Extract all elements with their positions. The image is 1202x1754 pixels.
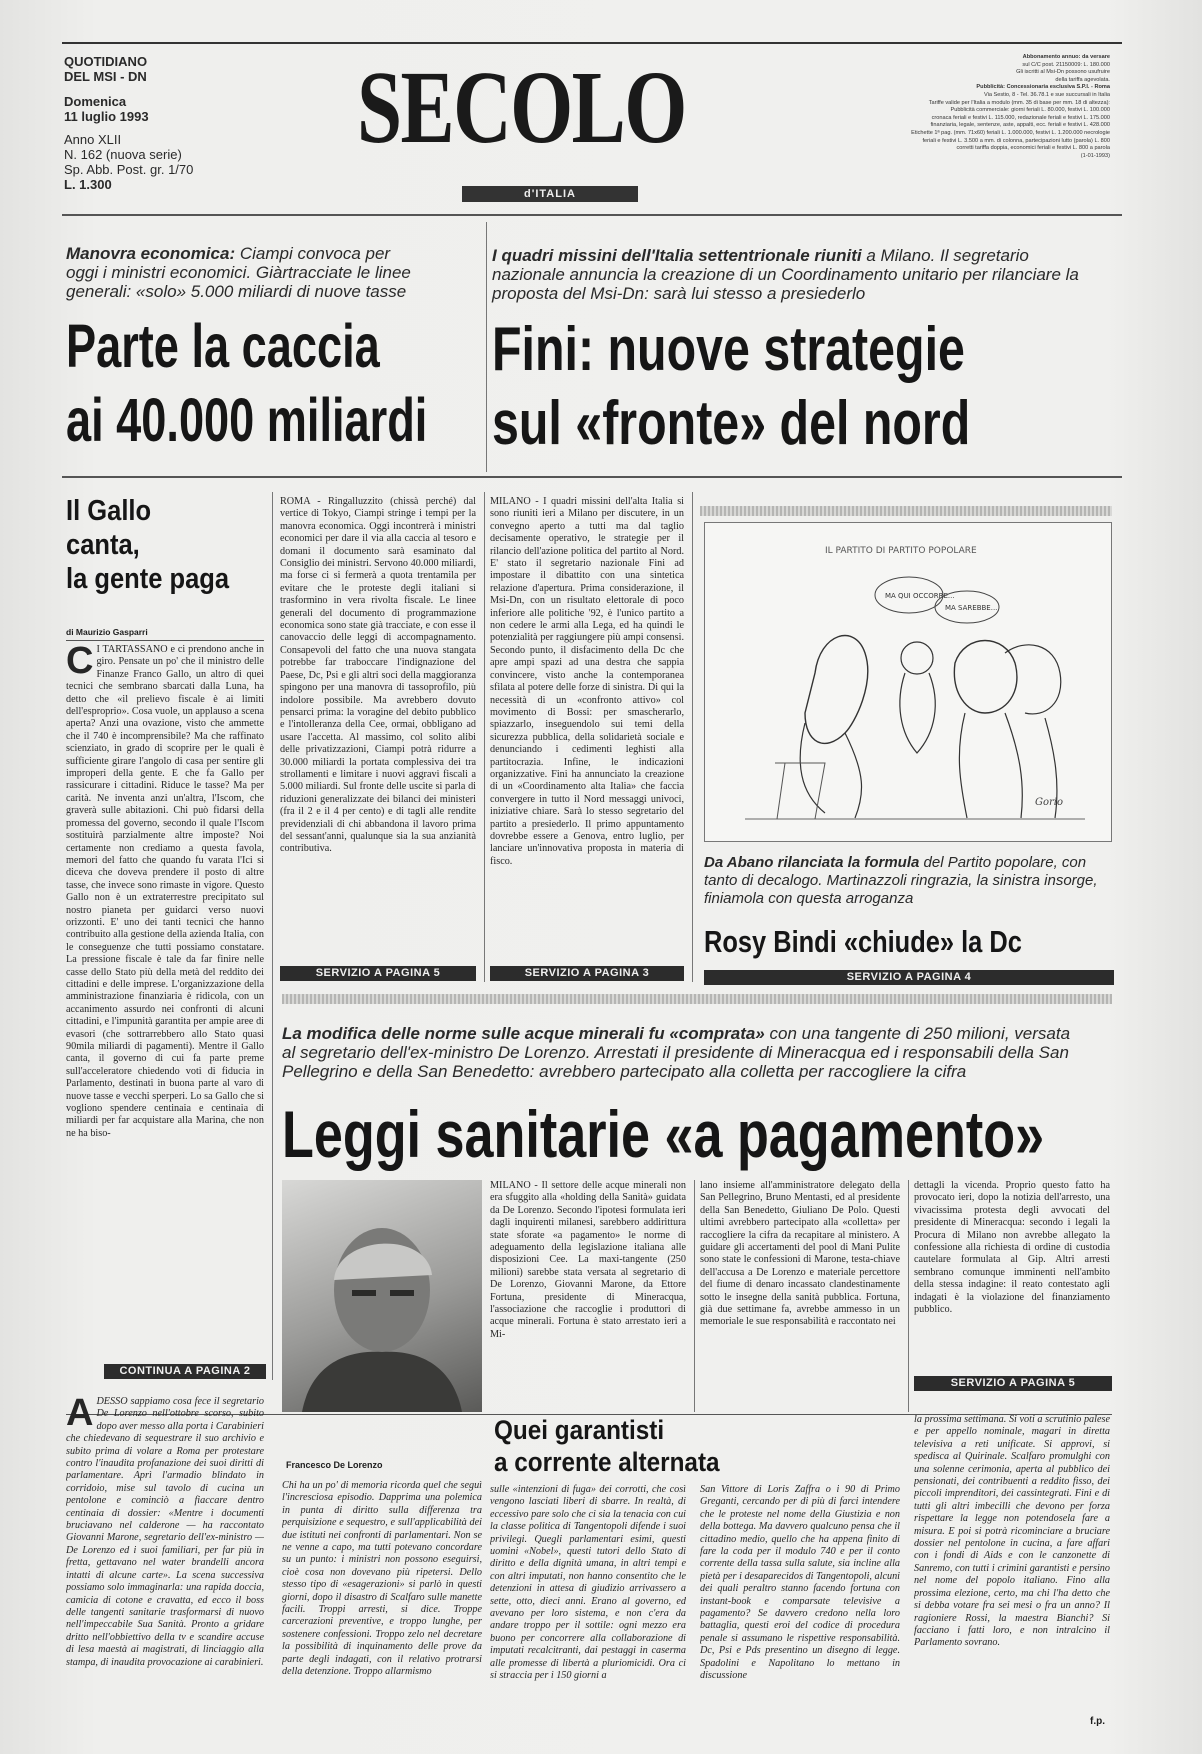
masthead-line: 11 luglio 1993 — [64, 109, 149, 124]
corsivo-text: DESSO sappiamo cosa fece il segretario De Lorenzo nell'ottobre scorso, subito dopo aver messo alla porta i Carabinieri che chiedevano di sequestrare il suo archivio e subito prima di volare a Roma per protestare contro l'inaudita profanazione dei suoi diritti di parlamentare. Aprì l'armadio blindato in corridoio, mise sul tavolo di cucina un pentolone e cominciò a fiaccare dentro centinaia di dossier: «Mentre i documenti bruciavano nel calderone — ha raccontato Giovanni Marone, segretario dell'ex-ministro — De Lorenzo ed i suoi familiari, per far più in fretta, gettavano nel water brandelli ancora intatti di alcune carte». La scena successiva possiamo solo immaginarla: una rapida doccia, camicia di cotone e cravatta, ed ecco il boss delle tangenti sanitarie trasformarsi di nuovo nell'impeccabile Sua Sanità. Pronto a gridare dritto nell'obbiettivo della tv e scandire accuse di lesa maestà ai magistrati, di linciaggio alla stampa, di inaudita provocazione ai carabinieri. — [66, 1396, 264, 1668]
masthead-line: QUOTIDIANO — [64, 54, 148, 69]
masthead-line: Domenica — [64, 94, 127, 109]
subscription-info — [852, 54, 1110, 160]
cartoon-panel — [704, 522, 1112, 842]
corsivo-dropcap: A — [66, 1396, 94, 1434]
column-divider — [694, 1180, 695, 1412]
right-kicker-text: del Partito popolare, con tanto di decalogo. Martinazzoli ringrazia, la sinistra insorge, finiamola con questa arroganza — [704, 854, 1098, 907]
editorial-headline-2: canta, — [66, 529, 140, 561]
garantisti-col-3: San Vittore di Loris Zaffra o i 90 di Primo Greganti, cercando per di più di farci intendere che le proteste nel nome della Giustizia e non della bottega. Ma davvero qualcuno pensa che il cittadino medio, quello che ha appena finito di fare la coda per il modulo 740 e per il conto corrente della tassa sulla salute, sia incline alla pietà per i desaparecidos di Tangentopoli, alcuni dei quali peraltro stanno facendo fortuna con instant-book e comparsate televisive a pagamento? Se davvero credono nella loro battaglia, questi eroi del codice di procedura penale si assumano le rispettive responsabilità. Dc, Psi e Pds presentino un disegno di legge. Spadolini e Napolitano lo mettano in discussione — [700, 1484, 900, 1682]
main-article-col-3: dettagli la vicenda. Proprio questo fatto ha provocato ieri, dopo la notizia dell'arresto, una vivacissima protesta degli avvocati del presidente di Mineracqua: secondo i legali la Procura di Milano non avrebbe allegato la confessione alla richiesta di ordine di custodia cautelare formulata al Gip. Altri arresti sembrano comunque imminenti nell'ambito della stessa indagine: il reato contestato agli indagati è la violazione del finanziamento pubblico. — [914, 1180, 1110, 1316]
column-divider — [908, 1180, 909, 1412]
editorial-dropcap: C — [66, 644, 94, 682]
info-line: Pubblicità commerciale: giorni feriali L. 80.000, festivi L. 100.000 — [950, 107, 1110, 114]
info-line: Via Sestio, 8 - Tel. 36.78.1 e sue succursali in Italia — [983, 91, 1110, 98]
newspaper-logo-sub: d'ITALIA — [462, 186, 638, 202]
column-divider — [484, 492, 485, 982]
garantisti-col-2: sulle «intenzioni di fuga» dei corrotti, che così vengono lasciati liberi di sbarre. In realtà, di eccessivo pare solo che ci sia la tenacia con cui la classe politica di Tangentopoli difende i suoi privilegi. Quegli parlamentari esimi, questi uomini «Nobel», questi tutori dello Stato di diritto e della dignità umana, in altri tempi e con altri imputati, non hanno consentito che le detenzioni in attesa di giudizio arrivassero a sette, otto, dieci anni. Erano al governo, ed avevano per loro sistema, e non c'era da andare troppo per il sottile: ogni mezzo era buono per concorrere alla collaborazione di imputati recalcitranti, dai pestaggi in caserma alle promesse di libertà a pluriomicidi. Ora ci si straccia per i 150 giorni a — [490, 1484, 686, 1682]
section-stripe — [282, 994, 1112, 1004]
section-rule — [62, 476, 1122, 478]
main-article-col-2: lano insieme all'amministratore delegato della San Pellegrino, Bruno Mentasti, ed al presidente della San Benedetto, Giuliano De Polo. Questi ultimi avrebbero partecipato alla «colletta» per raccogliere la cifra da recapitare al ministero. A guidare gli accertamenti del pool di Mani Pulite sono state le confessioni di Marone, testa-chiave dell'accusa a De Lorenzo e materiale percettore del fiume di denaro incassato clandestinamente sotto le insegne della sanità pubblica. Fortuna, già due settimane fa, avrebbe ammesso in un memoriale le sue responsabilità e raccontato nei — [700, 1180, 900, 1328]
left-headline-line-2: ai 40.000 miliardi — [66, 386, 428, 454]
main-kicker-text: con una tangente di 250 milioni, versata al segretario dell'ex-ministro De Lorenzo. Arrestati il presidente di Mineracqua ed i responsabili della San Pellegrino e della San Benedetto: avrebbero partecipato alla colletta per raccogliere la cifra — [282, 1024, 1071, 1081]
masthead-line: DEL MSI - DN — [64, 69, 147, 84]
top-rule — [62, 42, 1122, 44]
cartoon-signature: Gorio — [1035, 797, 1064, 808]
cartoon-top-stripe — [700, 506, 1112, 516]
byline-rule — [66, 640, 264, 641]
main-article-col-1: MILANO - Il settore delle acque minerali non era sfuggito alla «holding della Sanità» guidata da De Lorenzo. Secondo l'ipotesi formulata ieri dagli inquirenti milanesi, sarebbero addirittura state sforate «a pagamento» le norme di adeguamento della legislazione italiana alle disposizioni Cee. La maxi-tangente (250 milioni) sarebbe stata versata al segretario di De Lorenzo, Giovanni Marone, da Ettore Fortuna, presidente di Mineracqua, l'associazione che raccoglie i produttori di acque minerali. Fortuna è stato arrestato ieri a Mi- — [490, 1180, 686, 1340]
info-line: Pubblicità: Concessionaria esclusiva S.P.I. - Roma — [976, 84, 1110, 91]
info-line: della tariffa agevolata. — [1055, 76, 1110, 83]
info-line: Etichette 1ª pag. (mm. 71x60) feriali L. 1.000.000, festivi L. 1.200.000 necrologie — [911, 129, 1110, 136]
masthead-line: Sp. Abb. Post. gr. 1/70 — [64, 162, 194, 177]
info-line: Gli iscritti al Msi-Dn possono usufruire — [1016, 69, 1110, 76]
left-headline-line-1: Parte la caccia — [66, 312, 380, 380]
editorial-byline: di Maurizio Gasparri — [66, 627, 148, 637]
right-kicker-bold: Da Abano rilanciata la formula — [704, 854, 920, 871]
left-kicker — [66, 244, 426, 301]
editorial-headline-3: la gente paga — [66, 563, 230, 595]
left-article-bar[interactable]: SERVIZIO A PAGINA 5 — [280, 966, 476, 981]
masthead-line: L. 1.300 — [64, 177, 112, 192]
main-article-bar[interactable]: SERVIZIO A PAGINA 5 — [914, 1376, 1112, 1391]
center-headline-line-1: Fini: nuove strategie — [492, 315, 965, 384]
cartoon-illustration — [705, 523, 1111, 841]
portrait-figure — [282, 1180, 482, 1412]
center-headline-line-2: sul «fronte» del nord — [492, 389, 971, 458]
column-divider — [486, 222, 487, 472]
portrait-photo — [282, 1180, 482, 1412]
garantisti-col-1: Chi ha un po' di memoria ricorda quel che seguì l'incresciosa episodio. Dapprima una polemica in punta di diritto sulla differenza tra perquisizione e sequestro, e sull'applicabilità dei due istituti nei confronti di parlamentari. Non se ne venne a capo, ma tutti potevano concordare su un punto: i ministri non possono eseguirsi, cioè cosa non dovevano più ripetersi. Dello stesso tipo di «esagerazioni» si parlò in questi giorni, dopo il disastro di Scalfaro sulle manette facili. Troppi arresti, si dice. Troppe carcerazioni preventive, e troppo lunghe, per sostenere confessioni. Troppo zelo nel decretare la possibilità di inquinamento delle prove da parte degli indagati, con il relativo protrarsi della detenzione. Troppo allarmismo — [282, 1480, 482, 1678]
column-divider — [272, 492, 273, 1380]
right-article-bar[interactable]: SERVIZIO A PAGINA 4 — [704, 970, 1114, 985]
center-kicker — [492, 246, 1092, 303]
editorial-text: I TARTASSANO e ci prendono anche in giro. Pensate un po' che il ministro delle Finanze Franco Gallo, un altro di quei tecnici che sembrano sbarcati dalla Luna, ha detto che «il prelievo fiscale è ai limiti dell'esproprio». Cosa vuole, un applauso a scena aperta? Anzi una ovazione, visto che ammette che il 740 è incomprensibile? Ma che raffinato scienziato, in grado di scoprire per le quali è sufficiente girare l'angolo di casa per sentire gli improperi della gente. E che fa Gallo per rassicurare i cittadini. Riduce le tasse? Ma per carità. Ne inventa anzi un'altra, l'Iscom, che graverà sulle abitazioni. Chi può fidarsi della promessa del governo, secondo il quale l'Iscom sostituirà parzialmente altre imposte? Noi certamente non crediamo a questa favola, memori del fatto che quando fu varata l'Ici si diceva che doveva prendere il posto di altre tasse, che invece sono rimaste in vigore. Questo Gallo non è un extraterrestre precipitato sul nostro pianeta per guidarci verso nuovi orizzonti. E' uno dei tanti tecnici che hanno contribuito alla gestione della azienda Italia, con le conseguenze che tutti possiamo constatare. La pressione fiscale è tale da far finire nelle casse dello Stato più della metà del reddito dei cittadini e delle imprese. L'organizzazione della amministrazione finanziaria è ridicola, con un accanimento assurdo nei confronti di alcuni cittadini, e l'impunità garantita per ampie aree di evasori (che sottrarrebbero allo Stato quasi 90mila miliardi di pagamenti). Mentre il Gallo canta, il governo di cui fa parte preme sull'acceleratore chiedendo voti di fiducia in Parlamento, destinati in buona parte al varo di nuove tasse e vecchi sperperi. Lo sa Gallo che si vogliono spendere centinaia e centinaia di miliardi per far acquistare alla Marina, che non ne ha biso- — [66, 644, 264, 1139]
editorial-body — [66, 644, 264, 1362]
cartoon-caption: IL PARTITO DI PARTITO POPOLARE — [825, 546, 977, 556]
info-line: sul C/C post. 21150009: L. 180.000 — [1022, 61, 1110, 68]
main-headline: Leggi sanitarie «a pagamento» — [282, 1097, 1045, 1171]
center-article-bar[interactable]: SERVIZIO A PAGINA 3 — [490, 966, 684, 981]
info-line: feriali e festivi L. 3.500 a mm. di colonna, partecipazioni lutto (parola) L. 800 — [922, 137, 1110, 144]
left-kicker-bold: Manovra economica: — [66, 244, 236, 263]
newspaper-logo: SECOLO — [357, 50, 686, 165]
center-kicker-bold: I quadri missini dell'Italia settentrionale riuniti — [492, 246, 862, 265]
masthead-info — [64, 54, 224, 192]
center-article-body: MILANO - I quadri missini dell'alta Italia si sono riuniti ieri a Milano per discutere, in un convegno aperto a tutti ma dal taglio decisamente operativo, le strategie per il rilancio dell'azione politica del partito al Nord. E' stato il segretario nazionale Fini ad impostare il dibattito con una sintetica relazione d'apertura. Prima considerazione, il Msi-Dn, con un risultato elettorale di poco inferiore alle politiche '92, è l'unico partito a non cedere le armi alla Lega, ed ha quindi le potenzialità per raggiungere più ampi consensi. Secondo punto, il disfacimento della Dc che apre ampi spazi ad una destra che sappia convincere, visto anche la contemporanea sfilata al potere delle forze di sinistra. Di qui la necessità di un «confronto attivo» col movimento di Bossi: per smascherarlo, spiazzarlo, inseguendolo sui temi della sicurezza pubblica, della solidarietà sociale e denunciando i cedimenti leghisti alla partitocrazia. Infine, le indicazioni organizzative. Fini ha annunciato la creazione di un «Coordinamento alta Italia» che faccia convergere in tutto il Nord messaggi univoci, iniziative chiare. Sarà lo stesso segretario del partito a presiederlo. Il primo appuntamento dovrebbe essere a Genova, entro luglio, per lanciare un'innovativa proposta in materia di fisco. — [490, 496, 684, 867]
left-article-body: ROMA - Ringalluzzito (chissà perché) dal vertice di Tokyo, Ciampi stringe i tempi per la manovra economica. Oggi incontrerà i ministri economici per dare il via alla caccia al tesoro e domani il documento sarà esaminato dal Consiglio dei ministri. Servono 40.000 miliardi, ma forse ci si fermerà a quota trentamila per evitare che le proteste degli italiani si trasformino in vera rivolta fiscale. Le linee generali del documento di programmazione economica sono state già tracciate, e con esse il canovaccio delle leggi di accompagnamento. Consapevoli del fatto che una nuova stangata potrebbe far traboccare l'indignazione del Paese, Dc, Psi e gli altri soci della maggioranza spingono per una manovra di tassoprofilo, più indolore possibile. Ma avrebbero dovuto pensarci prima: la voragine del debito pubblico e l'intolleranza della Cee, ormai, obbligano ad usare l'accetta. Al massimo, col solito alibi delle privatizzazioni, Ciampi potrà ridurre a 30.000 miliardi la portata complessiva dei tra strollamenti e limitare i nuovi aggravi fiscali a 5.000 miliardi. Sul fronte delle uscite si parla di riduzioni generalizzate dei bilanci dei ministeri (fra il 2 e il 4 per cento) e di tagli alle rendite previdenziali di chi abbandona il lavoro prima del sessant'anni, qualunque sia la sua anzianità contributiva. — [280, 496, 476, 855]
right-headline: Rosy Bindi «chiude» la Dc — [704, 924, 1022, 959]
editorial-continue-bar[interactable]: CONTINUA A PAGINA 2 — [104, 1364, 266, 1379]
right-kicker — [704, 854, 1110, 908]
cartoon-bubble-2: MA SAREBBE... — [945, 604, 998, 612]
article-signature: f.p. — [1090, 1716, 1105, 1727]
garantisti-headline-2: a corrente alternata — [494, 1447, 720, 1477]
info-line: corretti tariffa doppia, economici feriali e festivi L. 800 a parola — [956, 145, 1110, 152]
masthead-line: Anno XLII — [64, 132, 122, 147]
info-line: cronaca feriali e festivi L. 115.000, redazionale feriali e festivi L. 175.000 — [931, 114, 1110, 121]
info-line: finanziaria, legale, sentenze, aste, appalti, ecc. feriali e festivi L. 428.000 — [930, 122, 1110, 129]
main-kicker-bold: La modifica delle norme sulle acque minerali fu «comprata» — [282, 1024, 765, 1043]
column-divider — [692, 492, 693, 982]
info-line: (1-01-1993) — [1080, 152, 1110, 159]
masthead-line: N. 162 (nuova serie) — [64, 147, 182, 162]
masthead-rule — [62, 214, 1122, 216]
center-kicker-text: a Milano. Il segretario nazionale annuncia la creazione di un Coordinamento unitario per rilanciare la proposta del Msi-Dn: sarà lui stesso a presiederlo — [492, 246, 1079, 303]
editorial-headline-1: Il Gallo — [66, 495, 152, 527]
corsivo-body — [66, 1396, 264, 1716]
info-line: Abbonamento annuo: da versare — [1022, 54, 1110, 60]
info-line: Tariffe valide per l'Italia a modulo (mm. 35 di base per mm. 18 di altezza): — [928, 99, 1110, 106]
left-kicker-text: Ciampi convoca per oggi i ministri economici. Giàrtracciate le linee generali: «solo» 5.000 miliardi di nuove tasse — [66, 244, 411, 301]
garantisti-headline-1: Quei garantisti — [494, 1415, 665, 1445]
main-kicker — [282, 1024, 1082, 1081]
photo-caption: Francesco De Lorenzo — [286, 1460, 383, 1470]
garantisti-col-4: la prossima settimana. Si voti a scrutinio palese e per appello nominale, magari in diretta televisiva a reti unificate. Si approvi, si spedisca al Quirinale. Scalfaro promulghi con una solenne cerimonia, aperta al pubblico dei pensionati, dei contribuenti a reddito fisso, dei piccoli imprenditori, dei cassintegrati. Fini e di tutti gli altri imbecilli che devono per forza rispettare la legge non potendosela fare a misura. E poi si potrà ricominciare a bruciare dossier nel pentolone in cucina, a fare affari con i fondi di Aids e con le canzonette di Sanremo, con tutti i crimini garantisti e persino nel nome del popolo italiano. Fino alla prossima elezione, certo, ma chi l'ha detto che si debba votare fra sei mesi o fra un anno? Il ragioniere Rossi, la maestra Bianchi? Si facciano i fatti loro, e non intralcino il Parlamento sovrano. — [914, 1414, 1110, 1649]
cartoon-bubble-1: MA QUI OCCORRE... — [885, 592, 955, 600]
